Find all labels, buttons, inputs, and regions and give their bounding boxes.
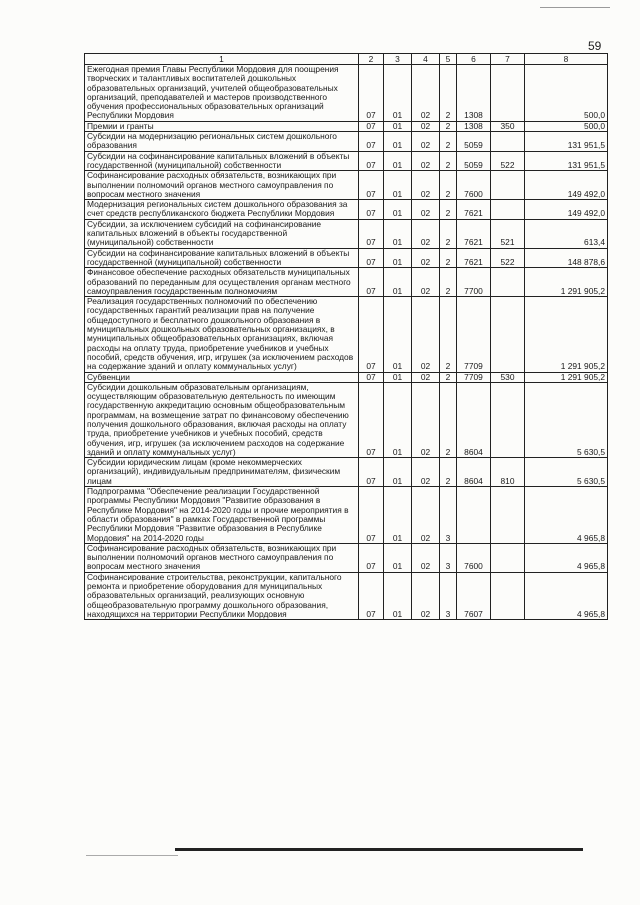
header-cell: 7 xyxy=(491,54,525,65)
code-section: 07 xyxy=(359,372,384,382)
code-subprogram: 2 xyxy=(440,219,457,248)
code-subsection: 01 xyxy=(384,151,412,171)
table-row xyxy=(85,248,608,268)
code-section: 07 xyxy=(359,65,384,122)
code-subsection: 01 xyxy=(384,65,412,122)
amount: 1 291 905,2 xyxy=(525,297,608,372)
code-section: 07 xyxy=(359,487,384,544)
code-subsection: 01 xyxy=(384,171,412,200)
table-row xyxy=(85,65,608,122)
table-row xyxy=(85,200,608,220)
table-row xyxy=(85,219,608,248)
code-section: 07 xyxy=(359,248,384,268)
row-name: Софинансирование расходных обязательств, возникающих при выполнении полномочий органов местного самоуправления по вопросам местного значения xyxy=(85,543,359,572)
code-direction: 8604 xyxy=(457,382,491,457)
code-direction: 7621 xyxy=(457,200,491,220)
code-subsection: 01 xyxy=(384,200,412,220)
code-subprogram: 2 xyxy=(440,372,457,382)
code-subprogram: 2 xyxy=(440,248,457,268)
code-section: 07 xyxy=(359,297,384,372)
code-expense-type xyxy=(491,487,525,544)
code-section: 07 xyxy=(359,171,384,200)
row-name: Модернизация региональных систем дошкольного образования за счет средств республиканского бюджета Республики Мордовия xyxy=(85,200,359,220)
code-program: 02 xyxy=(412,572,440,619)
table-row xyxy=(85,121,608,131)
code-direction: 5059 xyxy=(457,151,491,171)
amount: 149 492,0 xyxy=(525,200,608,220)
code-program: 02 xyxy=(412,151,440,171)
row-name: Субвенции xyxy=(85,372,359,382)
amount: 149 492,0 xyxy=(525,171,608,200)
header-cell: 1 xyxy=(85,54,359,65)
code-program: 02 xyxy=(412,372,440,382)
code-section: 07 xyxy=(359,458,384,487)
code-expense-type xyxy=(491,382,525,457)
code-section: 07 xyxy=(359,121,384,131)
code-subprogram: 2 xyxy=(440,268,457,297)
code-subsection: 01 xyxy=(384,121,412,131)
code-program: 02 xyxy=(412,65,440,122)
budget-table xyxy=(84,53,608,620)
table-row xyxy=(85,268,608,297)
code-direction: 7621 xyxy=(457,248,491,268)
code-subprogram: 3 xyxy=(440,543,457,572)
code-subprogram: 2 xyxy=(440,171,457,200)
code-expense-type xyxy=(491,65,525,122)
code-subprogram: 2 xyxy=(440,121,457,131)
amount: 5 630,5 xyxy=(525,458,608,487)
code-subsection: 01 xyxy=(384,132,412,152)
code-expense-type: 350 xyxy=(491,121,525,131)
code-subsection: 01 xyxy=(384,572,412,619)
code-subprogram: 2 xyxy=(440,458,457,487)
amount: 131 951,5 xyxy=(525,151,608,171)
code-subsection: 01 xyxy=(384,219,412,248)
code-direction: 7600 xyxy=(457,543,491,572)
amount: 131 951,5 xyxy=(525,132,608,152)
code-subsection: 01 xyxy=(384,458,412,487)
code-section: 07 xyxy=(359,219,384,248)
code-program: 02 xyxy=(412,132,440,152)
table-row xyxy=(85,382,608,457)
code-subprogram: 2 xyxy=(440,382,457,457)
table-row xyxy=(85,543,608,572)
table-row xyxy=(85,151,608,171)
code-subprogram: 3 xyxy=(440,487,457,544)
code-subsection: 01 xyxy=(384,543,412,572)
code-program: 02 xyxy=(412,171,440,200)
scan-edge-line xyxy=(540,7,610,8)
code-section: 07 xyxy=(359,543,384,572)
code-program: 02 xyxy=(412,200,440,220)
code-subprogram: 2 xyxy=(440,200,457,220)
code-subsection: 01 xyxy=(384,487,412,544)
row-name: Премии и гранты xyxy=(85,121,359,131)
amount: 4 965,8 xyxy=(525,487,608,544)
row-name: Софинансирование строительства, реконструкции, капитального ремонта и приобретение оборудования для муниципальных образовательных организаций, реализующих основную общеобразовательную программу дошкольного образования, находящихся на территории Республики Мордовия xyxy=(85,572,359,619)
code-section: 07 xyxy=(359,132,384,152)
code-expense-type: 530 xyxy=(491,372,525,382)
row-name: Субсидии юридическим лицам (кроме некоммерческих организаций), индивидуальным предпринимателям, физическим лицам xyxy=(85,458,359,487)
code-program: 02 xyxy=(412,297,440,372)
header-cell: 4 xyxy=(412,54,440,65)
table-header-row xyxy=(85,54,608,65)
table-row xyxy=(85,372,608,382)
code-section: 07 xyxy=(359,200,384,220)
scan-bottom-bar xyxy=(175,848,583,851)
code-direction: 7709 xyxy=(457,297,491,372)
code-subsection: 01 xyxy=(384,248,412,268)
code-expense-type xyxy=(491,543,525,572)
amount: 4 965,8 xyxy=(525,543,608,572)
code-expense-type xyxy=(491,572,525,619)
row-name: Финансовое обеспечение расходных обязательств муниципальных образований по переданным для осуществления органам местного самоуправления государственным полномочиям xyxy=(85,268,359,297)
code-subsection: 01 xyxy=(384,372,412,382)
table-row xyxy=(85,572,608,619)
scan-edge-mark xyxy=(86,855,178,856)
code-direction: 5059 xyxy=(457,132,491,152)
row-name: Софинансирование расходных обязательств, возникающих при выполнении полномочий органов местного самоуправления по вопросам местного значения xyxy=(85,171,359,200)
row-name: Субсидии, за исключением субсидий на софинансирование капитальных вложений в объекты государственной (муниципальной) собственности xyxy=(85,219,359,248)
code-subprogram: 2 xyxy=(440,151,457,171)
code-subprogram: 2 xyxy=(440,65,457,122)
row-name: Субсидии на модернизацию региональных систем дошкольного образования xyxy=(85,132,359,152)
code-program: 02 xyxy=(412,248,440,268)
table-row xyxy=(85,171,608,200)
code-direction: 7700 xyxy=(457,268,491,297)
table-row xyxy=(85,297,608,372)
code-expense-type xyxy=(491,268,525,297)
code-direction: 8604 xyxy=(457,458,491,487)
code-expense-type: 521 xyxy=(491,219,525,248)
row-name: Ежегодная премия Главы Республики Мордовия для поощрения творческих и талантливых воспитателей дошкольных образовательных организаций, учителей общеобразовательных организаций, преподавателей и мастеров производственного обучения профессиональных образовательных организаций Республики Мордовия xyxy=(85,65,359,122)
code-direction: 7709 xyxy=(457,372,491,382)
row-name: Реализация государственных полномочий по обеспечению государственных гарантий реализации прав на получение общедоступного и бесплатного дошкольного образования в муниципальных дошкольных образовательных организациях, в муниципальных общеобразовательных организациях, включая расходы на оплату труда, приобретение учебников и учебных пособий, средств обучения, игр, игрушек (за исключением расходов на содержание зданий и оплату коммунальных услуг) xyxy=(85,297,359,372)
row-name: Субсидии дошкольным образовательным организациям, осуществляющим образовательную деятельность по имеющим государственную аккредитацию основным общеобразовательным программам, на возмещение затрат по финансовому обеспечению получения дошкольного образования, включая расходы на оплату труда, приобретение учебников и учебных пособий, средств обучения, игр, игрушек (за исключением расходов на содержание зданий и оплату коммунальных услуг) xyxy=(85,382,359,457)
row-name: Субсидии на софинансирование капитальных вложений в объекты государственной (муниципальной) собственности xyxy=(85,151,359,171)
row-name: Подпрограмма "Обеспечение реализации Государственной программы Республики Мордовия "Развитие образования в Республике Мордовия" на 2014-2020 годы и прочие мероприятия в области образования" в рамках Государственной программы Республики Мордовия "Развитие образования в Республике Мордовия" на 2014-2020 годы xyxy=(85,487,359,544)
code-direction xyxy=(457,487,491,544)
code-direction: 7600 xyxy=(457,171,491,200)
header-cell: 6 xyxy=(457,54,491,65)
code-expense-type xyxy=(491,297,525,372)
code-section: 07 xyxy=(359,151,384,171)
code-expense-type: 522 xyxy=(491,248,525,268)
amount: 148 878,6 xyxy=(525,248,608,268)
amount: 500,0 xyxy=(525,121,608,131)
code-subsection: 01 xyxy=(384,382,412,457)
code-program: 02 xyxy=(412,487,440,544)
code-program: 02 xyxy=(412,543,440,572)
code-direction: 7621 xyxy=(457,219,491,248)
code-direction: 7607 xyxy=(457,572,491,619)
code-subprogram: 2 xyxy=(440,132,457,152)
code-program: 02 xyxy=(412,219,440,248)
code-section: 07 xyxy=(359,268,384,297)
header-cell: 3 xyxy=(384,54,412,65)
header-cell: 8 xyxy=(525,54,608,65)
code-subsection: 01 xyxy=(384,297,412,372)
code-program: 02 xyxy=(412,382,440,457)
code-expense-type: 522 xyxy=(491,151,525,171)
amount: 1 291 905,2 xyxy=(525,372,608,382)
code-subprogram: 3 xyxy=(440,572,457,619)
row-name: Субсидии на софинансирование капитальных вложений в объекты государственной (муниципальной) собственности xyxy=(85,248,359,268)
table-row xyxy=(85,487,608,544)
code-section: 07 xyxy=(359,382,384,457)
amount: 500,0 xyxy=(525,65,608,122)
code-program: 02 xyxy=(412,268,440,297)
code-program: 02 xyxy=(412,458,440,487)
header-cell: 2 xyxy=(359,54,384,65)
code-subprogram: 2 xyxy=(440,297,457,372)
code-subsection: 01 xyxy=(384,268,412,297)
amount: 4 965,8 xyxy=(525,572,608,619)
page-number: 59 xyxy=(588,39,602,53)
code-expense-type xyxy=(491,200,525,220)
table-row xyxy=(85,132,608,152)
code-program: 02 xyxy=(412,121,440,131)
code-expense-type: 810 xyxy=(491,458,525,487)
header-cell: 5 xyxy=(440,54,457,65)
code-section: 07 xyxy=(359,572,384,619)
amount: 5 630,5 xyxy=(525,382,608,457)
amount: 613,4 xyxy=(525,219,608,248)
amount: 1 291 905,2 xyxy=(525,268,608,297)
code-expense-type xyxy=(491,171,525,200)
code-direction: 1308 xyxy=(457,65,491,122)
table-row xyxy=(85,458,608,487)
code-expense-type xyxy=(491,132,525,152)
code-direction: 1308 xyxy=(457,121,491,131)
